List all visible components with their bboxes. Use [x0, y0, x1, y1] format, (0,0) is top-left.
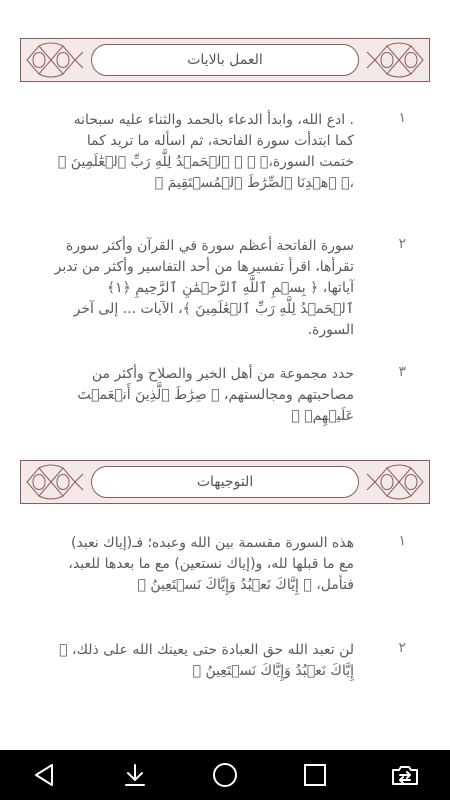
ornament-icon	[23, 462, 85, 502]
home-button[interactable]	[205, 755, 245, 795]
item-text: . ادع الله، وابدأ الدعاء بالحمد والثناء عليه سبحانه كما ابتدأت سورة الفاتحة، ثم اسأله ما تريد كما ختمت السورة،﴿ ﴾ ﴿ ٱلۡحَمۡدُ لِلَّهِ رَبِّ ٱلۡعَٰلَمِينَ ﴾ ،﴿ ٱهۡدِنَا ٱلصِّرَٰطَ ٱلۡمُسۡتَقِيمَ ﴾	[57, 112, 354, 191]
item-number: ٢	[398, 640, 406, 656]
back-icon	[32, 762, 58, 788]
recents-button[interactable]	[295, 755, 335, 795]
download-button[interactable]	[115, 755, 155, 795]
item-text: حدد مجموعة من أهل الخير والصلاح وأكثر من مصاحبتهم ومجالستهم، ﴿ صِرَٰطَ ٱلَّذِينَ أَنۡعَمۡتَ عَلَيۡهِمۡ ﴾	[77, 366, 354, 424]
ornament-icon	[365, 462, 427, 502]
system-nav-bar	[0, 750, 450, 800]
item-text: سورة الفاتحة أعظم سورة في القرآن وأكثر سورة تقرأها، اقرأ تفسيرها من أحد التفاسير وأكثر من تدبر آياتها، ﴿ بِسۡمِ ٱللَّهِ ٱلرَّحۡمَٰنِ ٱلرَّحِيمِ ﴿١﴾ ٱلۡحَمۡدُ لِلَّهِ رَبِّ ٱلۡعَٰلَمِينَ ﴾، الآيات ... إلى آخر السورة.	[54, 238, 354, 338]
ornament-icon	[365, 40, 427, 80]
item-text: لن تعبد الله حق العبادة حتى يعينك الله على ذلك، ﴿ إِيَّاكَ نَعۡبُدُ وَإِيَّاكَ نَسۡتَعِينُ ﴾	[59, 642, 354, 679]
item-number: ٣	[398, 364, 406, 380]
item-number: ١	[398, 533, 406, 549]
back-button[interactable]	[25, 755, 65, 795]
section-header-guidance	[20, 460, 430, 504]
section-title: العمل بالايات	[91, 44, 359, 76]
section-header-actions	[20, 38, 430, 82]
download-icon	[122, 762, 148, 788]
switch-camera-button[interactable]	[385, 755, 425, 795]
item-text: هذه السورة مقسمة بين الله وعبده؛ فـ(إياك نعبد) مع ما قبلها لله، و(إياك نستعين) مع ما بعدها للعبد، فتأمل، ﴿ إِيَّاكَ نَعۡبُدُ وَإِيَّاكَ نَسۡتَعِينُ ﴾	[68, 535, 354, 593]
home-icon	[211, 761, 239, 789]
switch-camera-icon	[390, 762, 420, 788]
section-title: التوجيهات	[91, 466, 359, 498]
ornament-icon	[23, 40, 85, 80]
recents-icon	[302, 762, 328, 788]
item-number: ٢	[398, 236, 406, 252]
item-number: ١	[398, 110, 406, 126]
